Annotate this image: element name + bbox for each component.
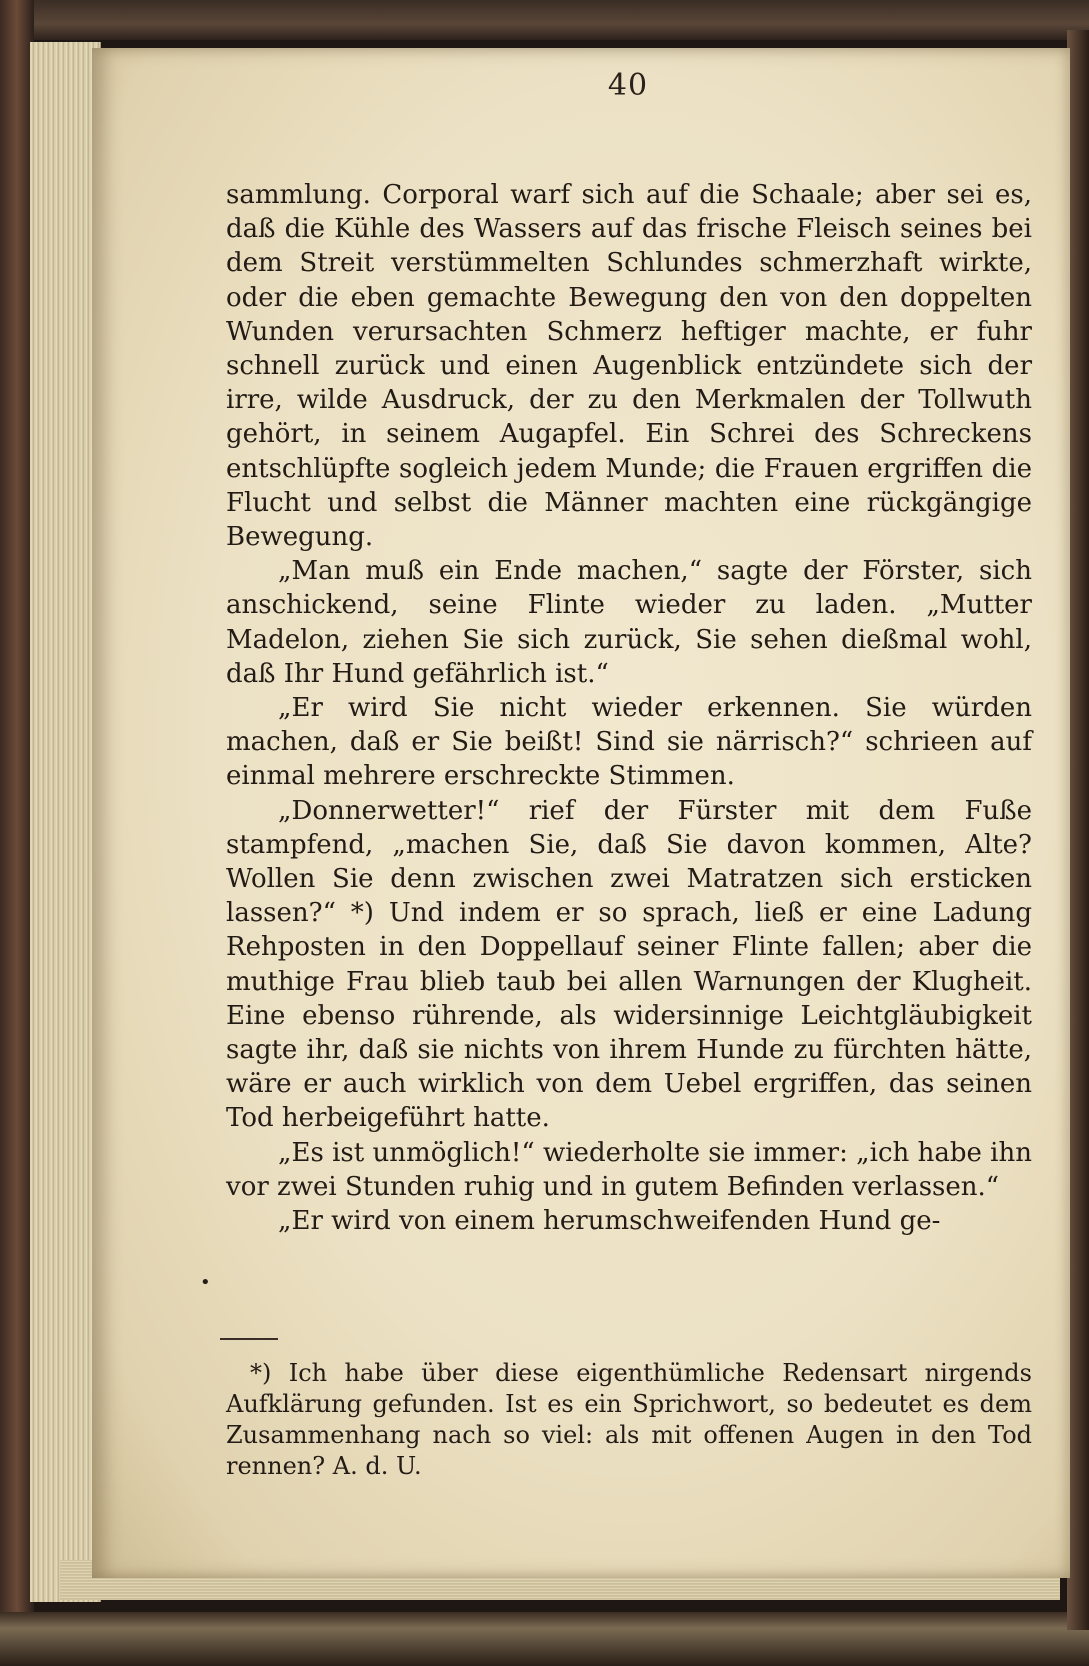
paragraph-1: sammlung. Corporal warf sich auf die Schaale; aber sei es, daß die Kühle des Wassers auf das frische Fleisch seines bei dem Streit verstümmelten Schlundes schmerzhaft wirkte, oder die eben gemachte Bewegung den von den doppelten Wunden verursachten Schmerz heftiger machte, er fuhr schnell zurück und einen Augenblick entzündete sich der irre, wilde Ausdruck, der zu den Merkmalen der Tollwuth gehört, in seinem Augapfel. Ein Schrei des Schreckens entschlüpfte sogleich jedem Munde; die Frauen ergriffen die Flucht und selbst die Männer machten eine rückgängige Bewegung. (226, 180, 1032, 553)
paragraph-2: „Man muß ein Ende machen,“ sagte der Förster, sich anschickend, seine Flinte wieder zu laden. „Mutter Madelon, ziehen Sie sich zurück, Sie sehen dießmal wohl, daß Ihr Hund gefährlich ist.“ (226, 556, 1032, 689)
book-cover-top (0, 0, 1089, 40)
paragraph-3: „Er wird Sie nicht wieder erkennen. Sie würden machen, daß er Sie beißt! Sind sie närrisch?“ schrieen auf einmal mehrere erschreckte Stimmen. (226, 693, 1032, 792)
page-number: 40 (607, 68, 649, 103)
paragraph-4: „Donnerwetter!“ rief der Fürster mit dem Fuße stampfend, „machen Sie, daß Sie davon kommen, Alte? Wollen Sie denn zwischen zwei Matratzen sich ersticken lassen?“ *) Und indem er so sprach, ließ er eine Ladung Rehposten in den Doppellauf seiner Flinte fallen; aber die muthige Frau blieb taub bei allen Warnungen der Klugheit. Eine ebenso rührende, als widersinnige Leichtgläubigkeit sagte ihr, daß sie nichts von ihrem Hunde zu fürchten hätte, wäre er auch wirklich von dem Uebel ergriffen, das seinen Tod herbeigeführt hatte. (226, 795, 1032, 1134)
book-right-edge (1067, 30, 1089, 1630)
page-edges-stack (30, 42, 101, 1602)
footnote-rule (220, 1338, 278, 1340)
margin-mark: • (200, 1272, 211, 1293)
paragraph-5: „Es ist unmöglich!“ wiederholte sie immer: „ich habe ihn vor zwei Stunden ruhig und in gutem Befinden verlassen.“ (226, 1137, 1032, 1202)
body-text (226, 178, 1032, 1238)
footnote (226, 1358, 1032, 1482)
book-cover-left (0, 0, 34, 1666)
paragraph-6: „Er wird von einem herumschweifenden Hund ge- (278, 1206, 941, 1237)
book-cover-bottom (0, 1612, 1089, 1666)
footnote-text: *) Ich habe über diese eigenthümliche Redensart nirgends Aufklärung gefunden. Ist es ein Sprichwort, so bedeutet es dem Zusammenhang nach so viel: als mit offenen Augen in den Tod rennen? A. d. U. (226, 1359, 1032, 1480)
